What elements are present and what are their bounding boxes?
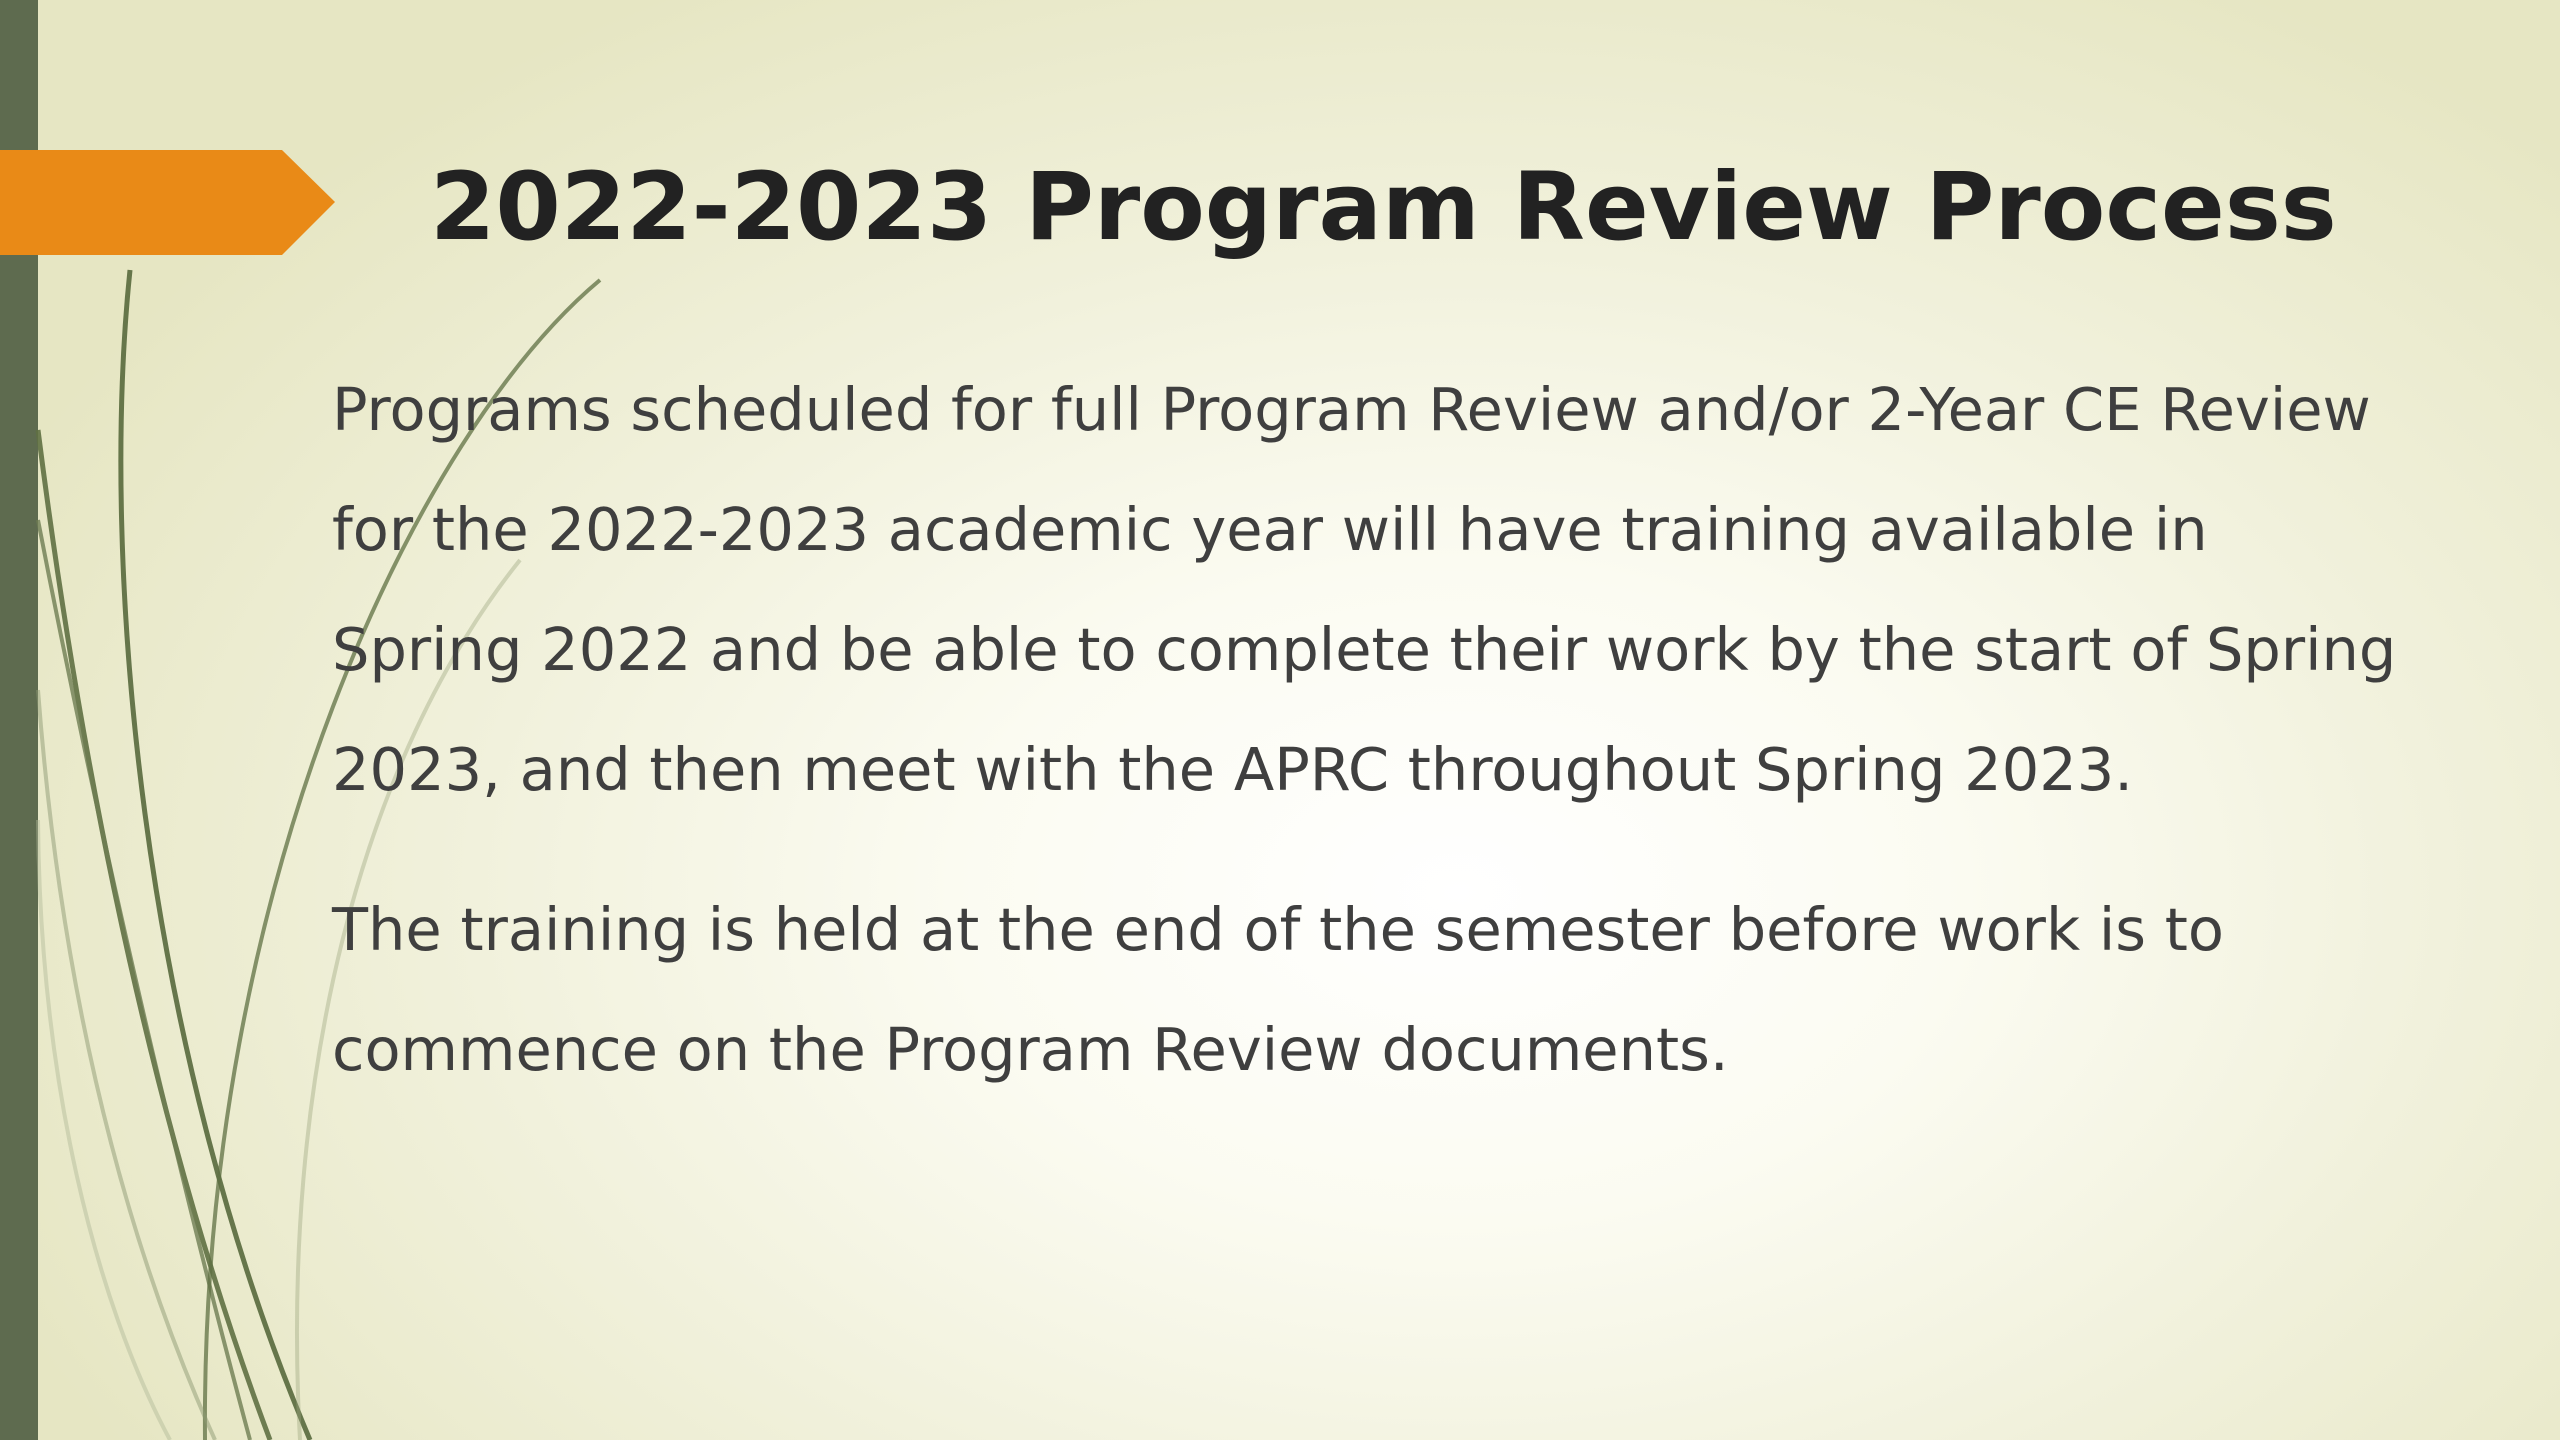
body-paragraph: The training is held at the end of the semester before work is to commence on the Program Review documents. [332,895,2224,1084]
slide-title: 2022-2023 Program Review Process [430,153,2337,262]
slide-body [332,350,2412,1150]
title-arrow-marker [0,150,335,255]
body-paragraph: Programs scheduled for full Program Review and/or 2-Year CE Review for the 2022-2023 academic year will have training available in Spring 2022 and be able to complete their work by the start of Spring 2023, and then meet with the APRC throughout Spring 2023. [332,375,2397,804]
